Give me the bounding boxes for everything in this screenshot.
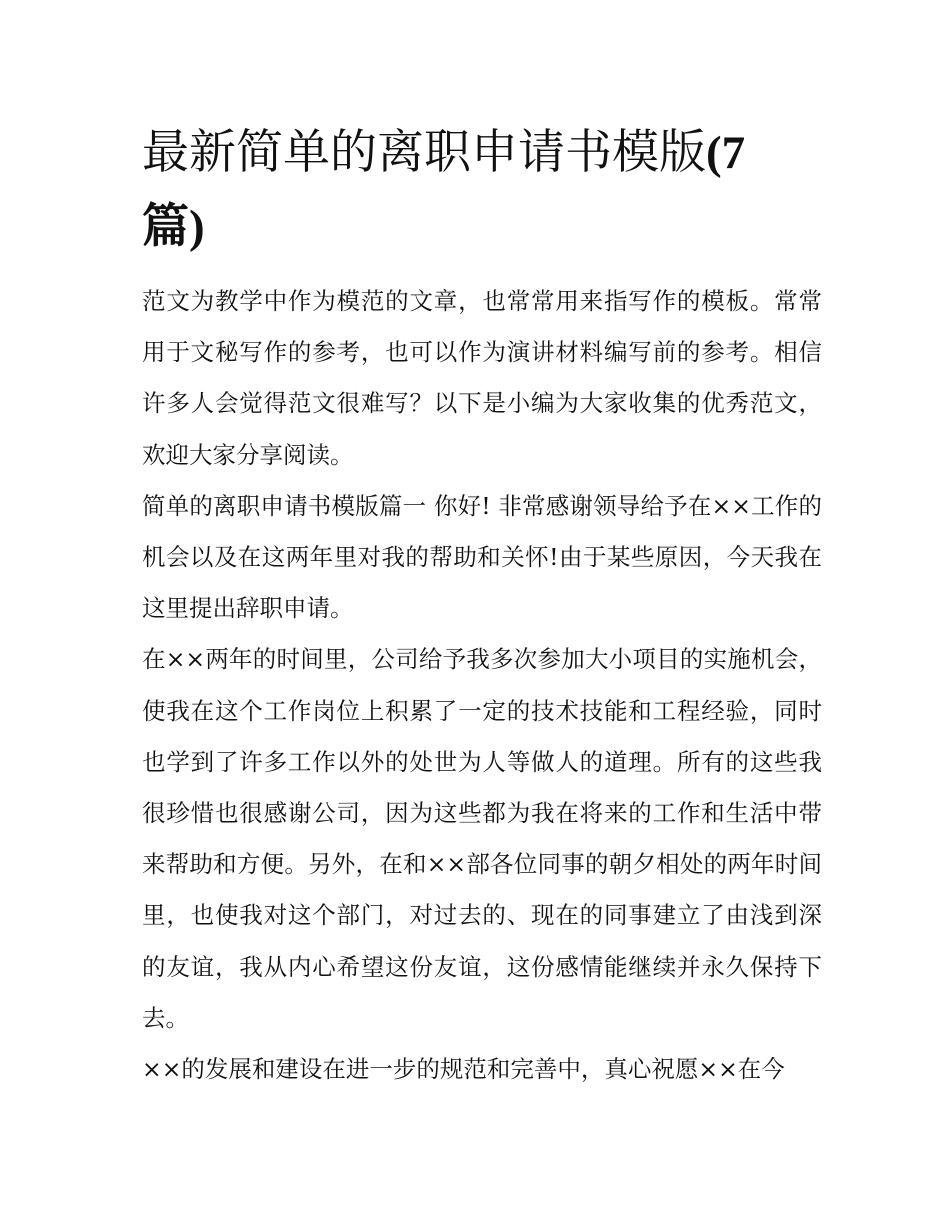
title-line2: 篇) [142, 201, 205, 253]
paragraph-experience: 在××两年的时间里，公司给予我多次参加大小项目的实施机会，使我在这个工作岗位上积累了一定的技术技能和工程经验，同时也学到了许多工作以外的处世为人等做人的道理。所有的这些我很珍惜也很感谢公司，因为这些都为我在将来的工作和生活中带来帮助和方便。另外，在和××部各位同事的朝夕相处的两年时间里，也使我对这个部门，对过去的、现在的同事建立了由浅到深的友谊，我从内心希望这份友谊，这份感情能继续并永久保持下去。 [142, 645, 822, 1032]
document-title [142, 116, 822, 264]
title-main: 最新简单的离职申请书模版 [142, 125, 706, 180]
paragraph-letter-opening: 简单的离职申请书模版篇一 你好! 非常感谢领导给予在××工作的机会以及在这两年里对我的帮助和关怀!由于某些原因，今天我在这里提出辞职申请。 [142, 491, 822, 623]
paragraph-wishes: ××的发展和建设在进一步的规范和完善中，真心祝愿××在今 [142, 1055, 785, 1084]
paragraph-intro: 范文为教学中作为模范的文章，也常常用来指写作的模板。常常用于文秘写作的参考，也可以作为演讲材料编写前的参考。相信许多人会觉得范文很难写？以下是小编为大家收集的优秀范文，欢迎大家分享阅读。 [142, 287, 822, 469]
document-body [142, 276, 822, 1095]
title-suffix: (7 [706, 127, 746, 179]
